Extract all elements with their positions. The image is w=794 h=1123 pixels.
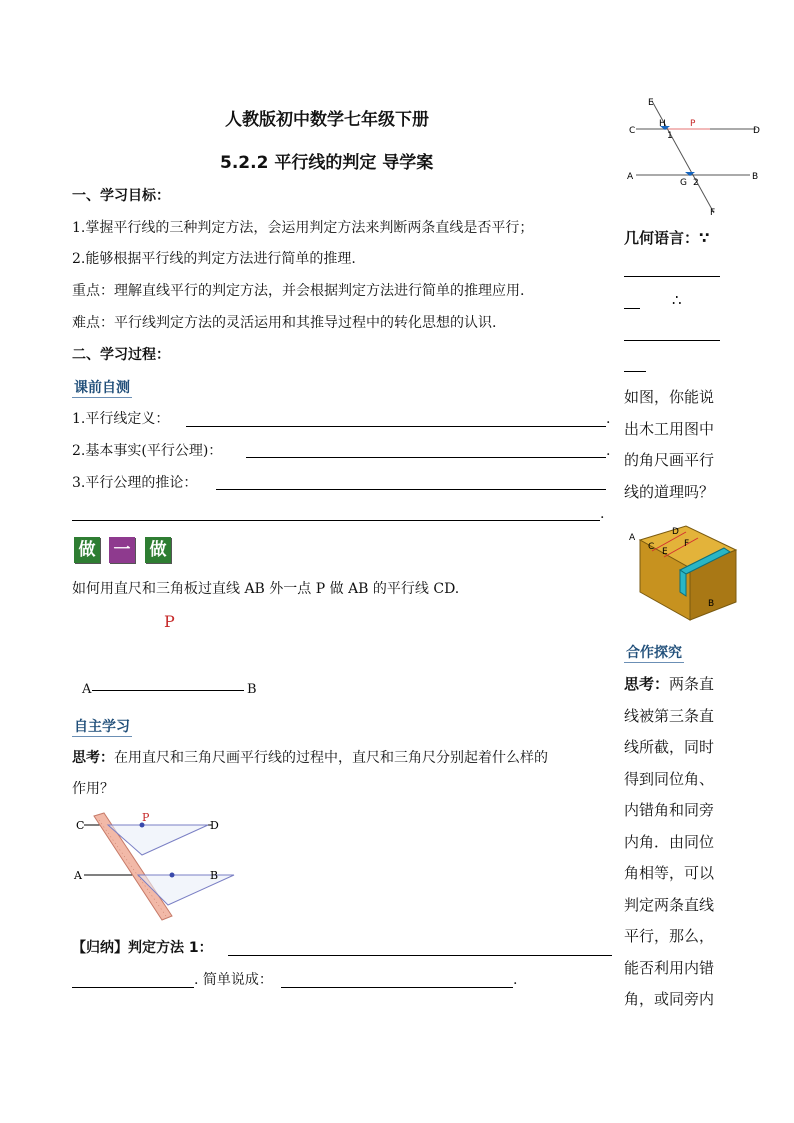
fig1-label-a: A <box>627 172 634 182</box>
page-subtitle: 5.2.2 平行线的判定 导学案 <box>220 153 434 173</box>
question-3-label: 3.平行公理的推论： <box>72 475 198 491</box>
question-2-label: 2.基本事实(平行公理)： <box>72 443 223 459</box>
objective-item-1: 1.掌握平行线的三种判定方法，会运用判定方法来判断两条直线是否平行； <box>72 220 534 236</box>
fig-label-b: B <box>210 869 219 882</box>
sidebar-think-block <box>624 669 724 1016</box>
fig1-label-b: B <box>752 172 759 182</box>
therefore-symbol: ∴ <box>672 291 682 309</box>
line-label-a: A <box>82 682 92 697</box>
fig-label-p: P <box>142 811 150 824</box>
badge-one: 一 <box>109 537 135 563</box>
difficult-point: 难点：平行线判定方法的灵活运用和其推导过程中的转化思想的认识. <box>72 315 497 331</box>
objectives-heading: 一、学习目标： <box>72 188 170 204</box>
question-2-blank[interactable] <box>246 457 606 458</box>
point-p-label: P <box>164 612 175 631</box>
square-leg <box>680 570 686 596</box>
fig-label-c: C <box>76 819 85 832</box>
question-1-dot: . <box>606 411 611 427</box>
line-label-b: B <box>247 682 257 697</box>
therefore-blank-1[interactable] <box>624 340 720 341</box>
pretest-label: 课前自测 <box>72 377 132 398</box>
question-1-blank[interactable] <box>186 426 606 427</box>
question-3-dot: . <box>600 506 605 522</box>
sidebar-think-text: 两条直线被第三条直线所截，同时得到同位角、内错角和同旁内角．由同位角相等，可以判定两条直线平行，那么，能否利用内错角，或同旁内 <box>624 675 715 1008</box>
summary-label: 【归纳】判定方法 1： <box>72 940 213 956</box>
think-text-1: 在用直尺和三角尺画平行线的过程中，直尺和三角尺分别起着什么样的 <box>114 750 548 766</box>
fig-label-a: A <box>74 869 82 882</box>
summary-blank-3[interactable] <box>281 987 513 988</box>
carpenter-square-figure <box>626 520 746 630</box>
fig1-label-2: 2 <box>693 178 699 188</box>
because-blank-2[interactable] <box>624 308 640 309</box>
think-label: 思考： <box>72 750 114 766</box>
fig2-label-e: E <box>662 547 668 557</box>
carpenter-question: 如图，你能说出木工用图中的角尺画平行线的道理吗？ <box>624 388 715 501</box>
fig2-label-d: D <box>672 527 679 537</box>
fig1-label-p: P <box>690 119 696 129</box>
summary-end-dot: . <box>513 972 518 988</box>
summary-simple-label: . 简单说成： <box>194 972 273 988</box>
geometry-language-label: 几何语言：∵ <box>624 229 710 247</box>
fig2-label-b: B <box>708 599 715 609</box>
line-ef <box>652 101 714 213</box>
transversal-figure <box>622 95 768 225</box>
badge-do-2: 做 <box>145 537 171 563</box>
process-heading: 二、学习过程： <box>72 347 170 363</box>
fig1-label-h: H <box>659 119 666 129</box>
fig2-label-c: C <box>648 542 655 552</box>
question-3-blank-2[interactable] <box>72 520 600 521</box>
fig2-label-a: A <box>629 533 636 543</box>
ruler-triangle-figure <box>72 808 242 928</box>
fig1-label-d: D <box>753 126 760 136</box>
think-text-2: 作用？ <box>72 781 114 797</box>
question-1-label: 1.平行线定义： <box>72 411 170 427</box>
fig1-label-g: G <box>680 178 687 188</box>
summary-blank-1[interactable] <box>228 955 612 956</box>
fig1-label-1: 1 <box>667 131 673 141</box>
summary-blank-2[interactable] <box>72 987 194 988</box>
fig-label-d: D <box>210 819 219 832</box>
line-ab <box>92 690 244 691</box>
therefore-blank-2[interactable] <box>624 371 646 372</box>
badge-do-1: 做 <box>74 537 100 563</box>
page-title: 人教版初中数学七年级下册 <box>225 110 429 130</box>
self-study-label: 自主学习 <box>72 716 132 737</box>
fig2-label-f: F <box>684 539 690 549</box>
because-blank-1[interactable] <box>624 276 720 277</box>
question-3-blank[interactable] <box>216 489 606 490</box>
fig1-label-c: C <box>629 126 636 136</box>
sidebar-think-label: 思考： <box>624 675 670 693</box>
fig1-label-e: E <box>648 98 654 108</box>
objective-item-2: 2.能够根据平行线的判定方法进行简单的推理. <box>72 251 356 267</box>
question-2-dot: . <box>606 443 611 459</box>
fig1-label-f: F <box>710 208 716 218</box>
activity-question: 如何用直尺和三角板过直线 AB 外一点 P 做 AB 的平行线 CD. <box>72 581 460 597</box>
cooperative-inquiry-label: 合作探究 <box>624 642 684 663</box>
key-point: 重点：理解直线平行的判定方法，并会根据判定方法进行简单的推理应用. <box>72 283 525 299</box>
